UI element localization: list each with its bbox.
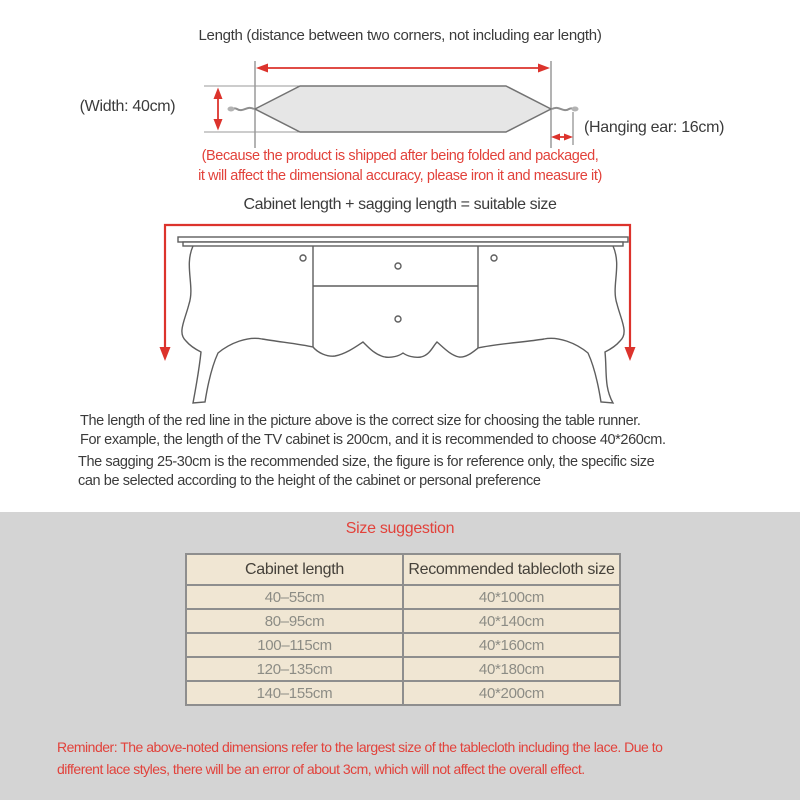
- tablecloth-size-cell: 40*200cm: [403, 681, 620, 705]
- table-row: [186, 585, 620, 609]
- length-title: Length (distance between two corners, not including ear length): [198, 27, 602, 44]
- cabinet-length-cell: 80–95cm: [186, 609, 403, 633]
- table-row: [186, 633, 620, 657]
- guidance-2-line2: can be selected according to the height of the cabinet or personal preference: [78, 472, 541, 489]
- tablecloth-size-cell: 40*180cm: [403, 657, 620, 681]
- table-row: [186, 609, 620, 633]
- cabinet-length-cell: 100–115cm: [186, 633, 403, 657]
- tassel-right-icon: [552, 107, 579, 112]
- cabinet-length-cell: 140–155cm: [186, 681, 403, 705]
- cabinet-drawing: [178, 237, 628, 403]
- width-label: (Width: 40cm): [79, 98, 176, 115]
- reminder-line2: different lace styles, there will be an error of about 3cm, which will not affect the overall effect.: [57, 761, 585, 777]
- cabinet-length-cell: 120–135cm: [186, 657, 403, 681]
- size-suggestion-title: Size suggestion: [345, 520, 455, 537]
- header-cabinet-length: Cabinet length: [186, 554, 403, 585]
- cabinet-length-cell: 40–55cm: [186, 585, 403, 609]
- hanging-ear-label: (Hanging ear: 16cm): [584, 119, 725, 136]
- reminder-line1: Reminder: The above-noted dimensions refer to the largest size of the tablecloth including the lace. Due to: [57, 739, 663, 755]
- width-arrow: [214, 88, 223, 131]
- table-row: [186, 681, 620, 705]
- tablecloth-size-cell: 40*160cm: [403, 633, 620, 657]
- size-formula: Cabinet length + sagging length = suitable size: [243, 196, 557, 213]
- guidance-1-line1: The length of the red line in the picture above is the correct size for choosing the table runner.: [80, 413, 641, 429]
- size-suggestion-section: [0, 512, 800, 800]
- reminder-note: [57, 736, 662, 780]
- guidance-2-line1: The sagging 25-30cm is the recommended size, the figure is for reference only, the specific size: [78, 454, 655, 470]
- guidance-1-line2: For example, the length of the TV cabinet is 200cm, and it is recommended to choose 40*260cm.: [80, 431, 666, 448]
- guidance-paragraph-2: [78, 453, 654, 490]
- header-recommended-size: Recommended tablecloth size: [403, 554, 620, 585]
- table-row: [186, 657, 620, 681]
- shipping-note: [0, 146, 800, 186]
- tablecloth-size-cell: 40*100cm: [403, 585, 620, 609]
- tablecloth-size-cell: 40*140cm: [403, 609, 620, 633]
- runner-shape: [255, 86, 551, 132]
- size-table: [185, 553, 621, 706]
- size-table-header-row: [186, 554, 620, 585]
- guidance-paragraph-1: [80, 412, 666, 449]
- length-arrow: [256, 64, 550, 73]
- ear-arrow: [551, 134, 573, 141]
- tassel-left-icon: [228, 107, 255, 112]
- shipping-note-line2: it will affect the dimensional accuracy, please iron it and measure it): [198, 168, 602, 184]
- shipping-note-line1: (Because the product is shipped after being folded and packaged,: [201, 148, 599, 164]
- cabinet-diagram: [0, 215, 800, 415]
